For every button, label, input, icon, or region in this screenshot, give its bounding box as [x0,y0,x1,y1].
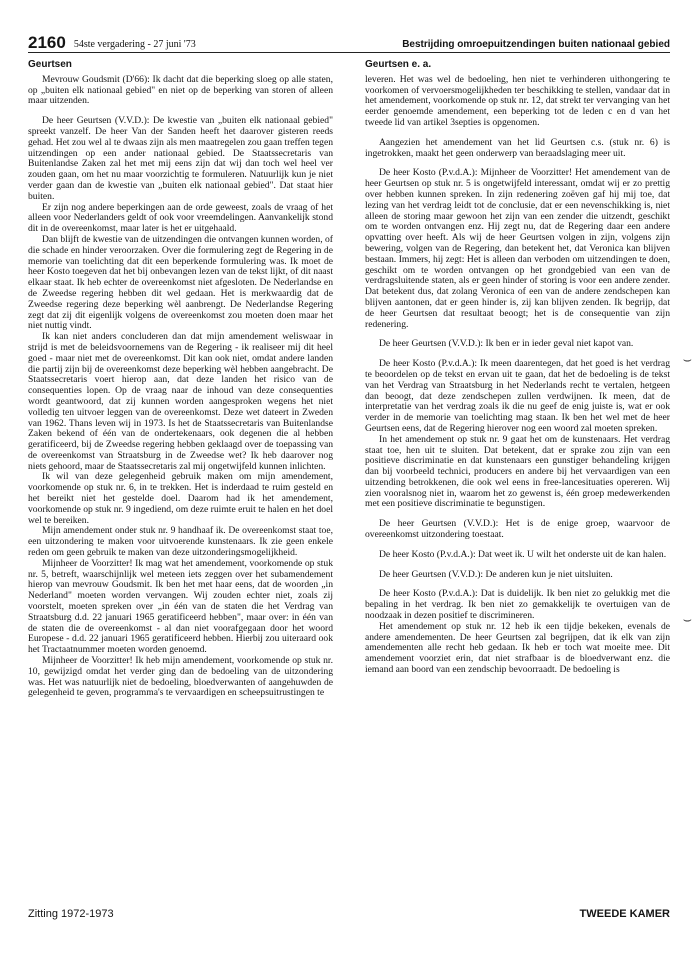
right-column-heading: Geurtsen e. a. [365,59,432,70]
paragraph: Aangezien het amendement van het lid Geurtsen c.s. (stuk nr. 6) is ingetrokken, maakt het geen onderwerp van beraadslaging meer uit. [365,136,670,159]
paragraph: Er zijn nog andere beperkingen aan de orde geweest, zoals de vraag of het alleen voor Nederlanders geldt of ook voor vreemdelingen. Aanvankelijk stond dit in de overeenkomst, maar later is het er uitgehaald. [28,201,333,235]
margin-mark-icon: ⌣ [682,352,692,368]
margin-mark-icon: ⌣ [682,612,692,628]
left-column-heading: Geurtsen [28,59,72,70]
paragraph: De heer Kosto (P.v.d.A.): Mijnheer de Voorzitter! Het amendement van de heer Geurtsen op stuk nr. 5 is ongetwijfeld interessant, omdat wij er zo prettig over hebben kunnen spreken. In zijn redenering zoëven gaf hij mij toe, dat lezing van het verdrag leidt tot de conclusie, dat er een nevenschikking is, niet alleen de storing maar gewoon het zijn van een zender die uitzendt, geschikt om te worden ontvangen enz. Hij zegt nu, dat de Regering daar een andere opvatting over heeft. Als wij de heer Geurtsen volgen in zijn, volgens zijn bewering, volgen van de Regering, dan betekent het, dat Veronica kan blijven bestaan. Immers, hij zegt: Het is alleen dan verboden om uitzendingen te doen, geschikt om te worden ontvangen op het grondgebied van een van de verdragsluitende staten, als er geen hinder of storing is voor een andere zender. Dat betekent dus, dat zolang Veronica of een van de andere zendschepen kan blijven aantonen, dat er geen hinder is, zij kan blijven zenden. Ik begrijp, dat de heer Geurtsen dat resultaat beoogt; het is de consequentie van zijn redenering. [365,167,670,330]
paragraph: leveren. Het was wel de bedoeling, hen niet te verhinderen uithongering te voorkomen of vervoersmogelijkheden ter beschikking te stellen, vandaar dat in het amendement, voorkomende op stuk nr. 12, dat strekt ter vervanging van het eerder genoemde amendement, een beperking tot de leden c en d van het tweede lid van artikel 3septies is opgenomen. [365,73,670,128]
paragraph: De heer Kosto (P.v.d.A.): Dat weet ik. U wilt het onderste uit de kan halen. [379,548,667,560]
paragraph: Mijnheer de Voorzitter! Ik mag wat het amendement, voorkomende op stuk nr. 5, betreft, waarschijnlijk wel meteen iets zeggen over het subamendement hierop van mevrouw Goudsmit. Ik ben het met haar eens, dat de woorden „in Nederland" moeten worden vervangen. Wij zouden echter niet, zoals zij voorstelt, moeten spreken over „in één van de staten die het Verdrag van Straatsburg d.d. 22 januari 1965 geratificeerd hebben", maar over: in één van de staten die de overeenkomst - al dan niet voorafgegaan door het woord Europese - d.d. 22 januari 1965 geratificeerd hebben. Hierbij zou uiteraard ook het Tractaatnummer moeten worden genoemd. [28,557,333,656]
paragraph: Ik kan niet anders concluderen dan dat mijn amendement weliswaar in strijd is met de beleidsvoornemens van de Regering - ik realiseer mij dit heel goed - maar niet met de overeenkomst. Dit kan ook niet, omdat andere landen die partij zijn bij de overeenkomst deze beperking wèl hebben aangebracht. De Staatssecretaris voert hierop aan, dat deze landen het risico van de consequenties lopen. Op de vraag naar de inhoud van deze consequenties wordt geantwoord, dat zij kunnen worden aangesproken wegens het niet volledig ten uitvoer leggen van de overeenkomst. Deze wet dateert in Zweden van 1962. Thans leven wij in 1973. Is het de Staatssecretaris van Buitenlandse Zaken bekend of één van de ondertekenaars, ook degenen die al hebben geratificeerd, bij de Zweedse regering hebben geklaagd over de toepassing van de overeenkomst van Straatsburg in de Zweedse wet? Ik heb daarover nog niets gehoord, maar de Staatssecretaris zal mij ongetwijfeld kunnen inlichten. [28,331,333,472]
chamber-footer: TWEEDE KAMER [579,908,670,920]
meeting-line: 54ste vergadering - 27 juni '73 [73,39,196,50]
topic-line: Bestrijding omroepuitzendingen buiten nationaal gebied [402,39,670,50]
paragraph: De heer Geurtsen (V.V.D.): Het is de enige groep, waarvoor de overeenkomst uitzondering toestaat. [365,518,670,541]
paragraph: De heer Geurtsen (V.V.D.): Ik ben er in ieder geval niet kapot van. [379,338,634,350]
session-footer: Zitting 1972-1973 [28,908,114,920]
paragraph: De heer Geurtsen (V.V.D.): De anderen kun je niet uitsluiten. [379,568,613,580]
paragraph: De heer Kosto (P.v.d.A.): Dat is duidelijk. Ik ben niet zo gelukkig met die bepaling in het verdrag. Ik ben niet zo gemakkelijk te overtuigen van de noodzaak in dezen positief te discrimineren. [365,588,670,622]
paragraph: Het amendement op stuk nr. 12 heb ik een tijdje bekeken, evenals de andere amendementen. De heer Geurtsen zal begrijpen, dat ik elk van zijn amendementen alle recht heb gedaan. Ik heb er toch wat moeite mee. Dit amendement voorziet erin, dat niet strafbaar is de bloedverwant enz. die iemand aan boord van een zendschip bevoorraadt. De bedoeling is [365,620,670,676]
right-column [365,60,670,676]
paragraph: Dan blijft de kwestie van de uitzendingen die ontvangen kunnen worden, of die schade en hinder veroorzaken. Over die formulering zegt de Regering in de memorie van toelichting dat dit een beperkende formulering was. Ik moet de heer Kosto toegeven dat het bij onbevangen lezen van de tekst lijkt, of dit naast elkaar staat. Ik heb echter de overeenkomst niet afgesloten. De Nederlandse en de Zweedse regering hebben dit wel gedaan. Het is merkwaardig dat de Zweedse regering deze beperking wèl aanbrengt. De Nederlandse Regering zegt dat zij dit eigenlijk volgens de overeenkomst zou moeten doen maar het niet nuttig vindt. [28,233,333,332]
paragraph: Mijnheer de Voorzitter! Ik heb mijn amendement, voorkomende op stuk nr. 10, gewijzigd omdat het verder ging dan de bedoeling van de uitzondering was. Het was natuurlijk niet de bedoeling, bloedverwanten of aangehuwden de gelegenheid te geven, programma's te vervaardigen en scheepsuitrustingen te [28,655,333,699]
paragraph: De heer Geurtsen (V.V.D.): De kwestie van „buiten elk nationaal gebied" spreekt vanzelf. De heer Van der Sanden heeft het daarover gisteren reeds gehad. Het zou wel al te dwaas zijn als men maatregelen zou gaan treffen tegen uitzendingen op een ander nationaal gebied. De Staatssecretaris van Buitenlandse Zaken zal het met mij eens zijn dat wij dan toch wel heel ver zouden gaan, om het nu maar voorzichtig te formuleren. Natuurlijk kun je niet verder gaan dan de kwestie van „buiten elk nationaal gebied". Dat staat hier buiten. [28,115,333,202]
left-column [28,60,333,699]
paragraph: Mijn amendement onder stuk nr. 9 handhaaf ik. De overeenkomst staat toe, een uitzondering te maken voor uitvoerende kunstenaars. Ik zie geen enkele reden om geen gebruik te maken van deze uitzonderingsmogelijkheid. [28,525,333,559]
page-number: 2160 [28,33,66,52]
paragraph: Mevrouw Goudsmit (D'66): Ik dacht dat die beperking sloeg op alle staten, op „buiten elk nationaal gebied" en niet op de beperking van storen of alleen maar uitzenden. [28,73,333,107]
paragraph: De heer Kosto (P.v.d.A.): Ik meen daarentegen, dat het goed is het verdrag te beoordelen op de tekst en ervan uit te gaan, dat het de bedoeling is de tekst van het Verdrag van Straatsburg in het Nederlands recht te vertalen, hetgeen dan beoogt, dat deze zendschepen zullen verdwijnen. Ik meen, dat de interpretatie van het verdrag zoals ik die nu geef de enig juiste is, wat er ook verder in de memorie van toelichting mag staan. Ik ben het wel met de heer Geurtsen eens, dat de Regering hierover nog een woord zal moeten spreken. [365,358,670,434]
paragraph: In het amendement op stuk nr. 9 gaat het om de kunstenaars. Het verdrag staat toe, hen uit te sluiten. Dat betekent, dat er sprake zou zijn van een positieve discriminatie en dat kunstenaars een gunstiger behandeling krijgen dan bij voorbeeld technici, producers en andere bij het vervaardigen van een uitzending betrokkenen, die ook wel eens in free-lancesituaties opereren. Wij zien vooralsnog niet in, waarom het zo gewenst is, één groep medewerkenden met een positieve discriminatie te begunstigen. [365,433,670,510]
running-header [28,26,670,53]
paragraph: Ik wil van deze gelegenheid gebruik maken om mijn amendement, voorkomende op stuk nr. 6, in te trekken. Het is inderdaad te ruim gesteld en het bereikt niet het gestelde doel. Daarom had ik het amendement, voorkomende op stuk nr. 9 ingediend, om deze ruimte eruit te halen en het doel wel te bereiken. [28,471,333,526]
